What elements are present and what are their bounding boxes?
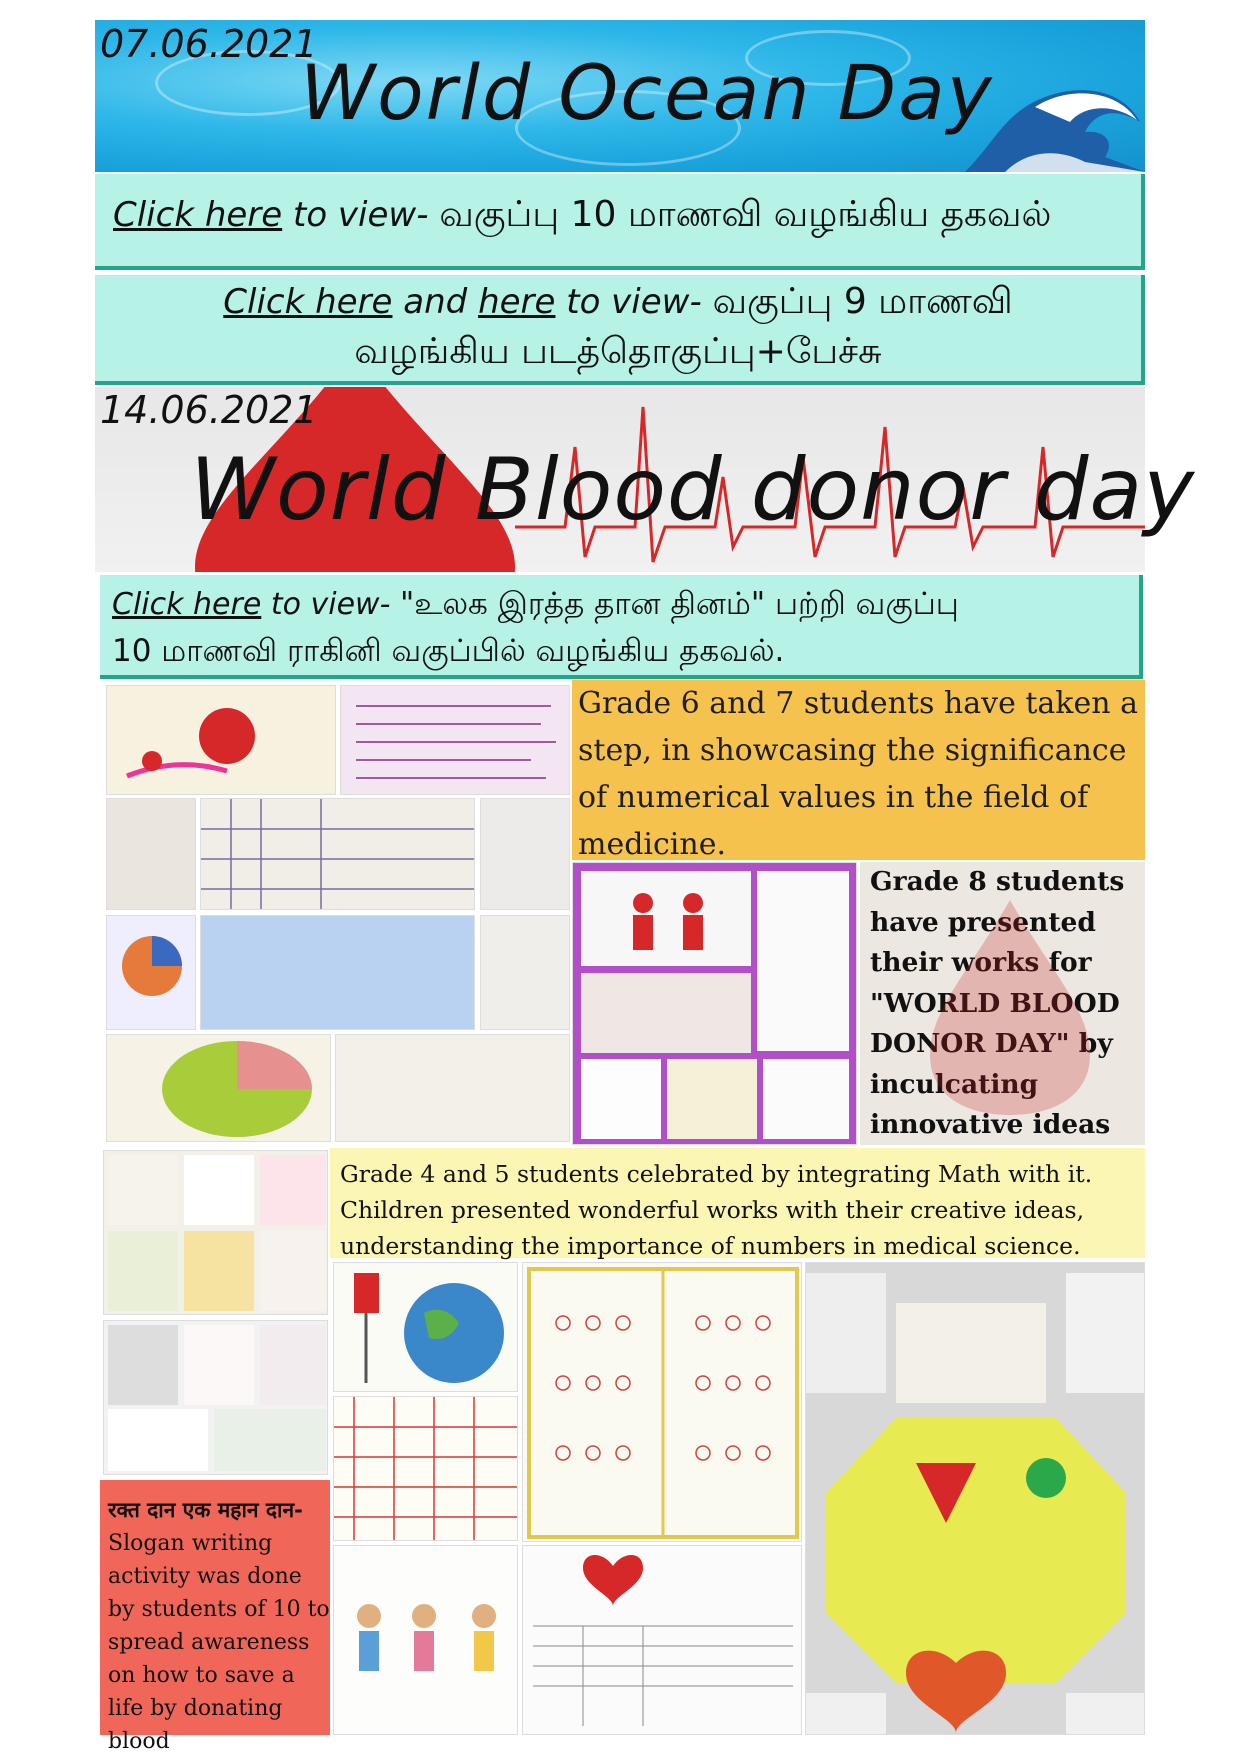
photo-octagon-collage	[805, 1262, 1145, 1735]
slogan-hindi: रक्त दान एक महान दान-	[108, 1498, 303, 1522]
caption-slogan	[100, 1480, 330, 1754]
ocean-date: 07.06.2021	[100, 22, 318, 66]
photo-table-notebook	[200, 798, 475, 910]
photo-notebook-1	[106, 798, 196, 910]
couple-drawing-icon	[613, 883, 723, 963]
caption-grade-4-5: Grade 4 and 5 students celebrated by integrating Math with it. Children presented wonderful works with their creative ideas, understanding the importance of numbers in medical science.	[330, 1148, 1145, 1258]
hands-blood-drop-icon	[900, 880, 1120, 1120]
photo-values-notebook	[335, 1034, 570, 1142]
photo-grade8-collage	[572, 862, 857, 1145]
children-figures-icon	[334, 1546, 518, 1735]
ocean-info2-tamil-2: வழங்கிய படத்தொகுப்பு+பேச்சு	[354, 331, 882, 372]
ocean-info1-text: to view-	[282, 195, 440, 235]
ocean-info-box-2	[95, 275, 1145, 385]
ocean-info2-text: to view-	[555, 282, 713, 322]
ocean-info2-tamil-1: வகுப்பு 9 மாணவி	[712, 281, 1013, 322]
photo-earth-drip-drawing	[333, 1262, 518, 1392]
photo-notebook-2	[480, 798, 570, 910]
caption-grade-6-7: Grade 6 and 7 students have taken a step, in showcasing the significance of numerical values in the field of medicine.	[572, 680, 1145, 860]
blood-info-text: to view-	[261, 587, 400, 622]
ocean-title: World Ocean Day	[300, 48, 994, 137]
photo-can-give-receive-chart	[522, 1262, 802, 1542]
photo-notebook-3	[480, 915, 570, 1030]
ocean-info1-tamil: வகுப்பு 10 மாணவி வழங்கிய தகவல்	[439, 194, 1052, 235]
blood-link[interactable]: Click here	[112, 587, 262, 622]
ocean-link-2a[interactable]: Click here	[223, 282, 393, 322]
photo-blood-type-table	[333, 1396, 518, 1541]
photo-grade45-collage-2	[103, 1320, 328, 1475]
blood-info-tamil-1: "உலக இரத்த தான தினம்" பற்றி வகுப்பு	[399, 586, 959, 622]
photo-pie-chart-large	[106, 1034, 331, 1142]
blood-title: World Blood donor day	[190, 440, 1196, 540]
photo-donor-day-june	[522, 1545, 802, 1735]
photo-conclusion-note	[200, 915, 475, 1030]
photo-kids-drawing	[333, 1545, 518, 1735]
photo-notes-pink	[340, 685, 570, 795]
ocean-info-box-1	[95, 174, 1145, 270]
blood-info-box	[100, 575, 1143, 679]
heart-hand-icon	[107, 686, 336, 795]
octagon-poster-icon	[806, 1263, 1145, 1735]
photo-pie-small	[106, 915, 196, 1030]
slogan-text: Slogan writing activity was done by students of 10 to spread awareness on how to save a life by donating blood	[108, 1531, 330, 1754]
ocean-link-1[interactable]: Click here	[113, 195, 283, 235]
caption-grade-8: Grade 8 students have presented their works for "WORLD BLOOD DONOR DAY" by inculcating innovative ideas	[860, 862, 1145, 1145]
blood-date: 14.06.2021	[100, 388, 318, 432]
photo-save-life-drawing	[106, 685, 336, 795]
photo-grade45-collage-1	[103, 1150, 328, 1315]
ocean-link-2b[interactable]: here	[478, 282, 556, 322]
blood-info-tamil-2: 10 மாணவி ராகினி வகுப்பில் வழங்கிய தகவல்.	[112, 633, 785, 669]
ocean-info2-and: and	[392, 282, 479, 322]
earth-icon	[334, 1263, 518, 1392]
